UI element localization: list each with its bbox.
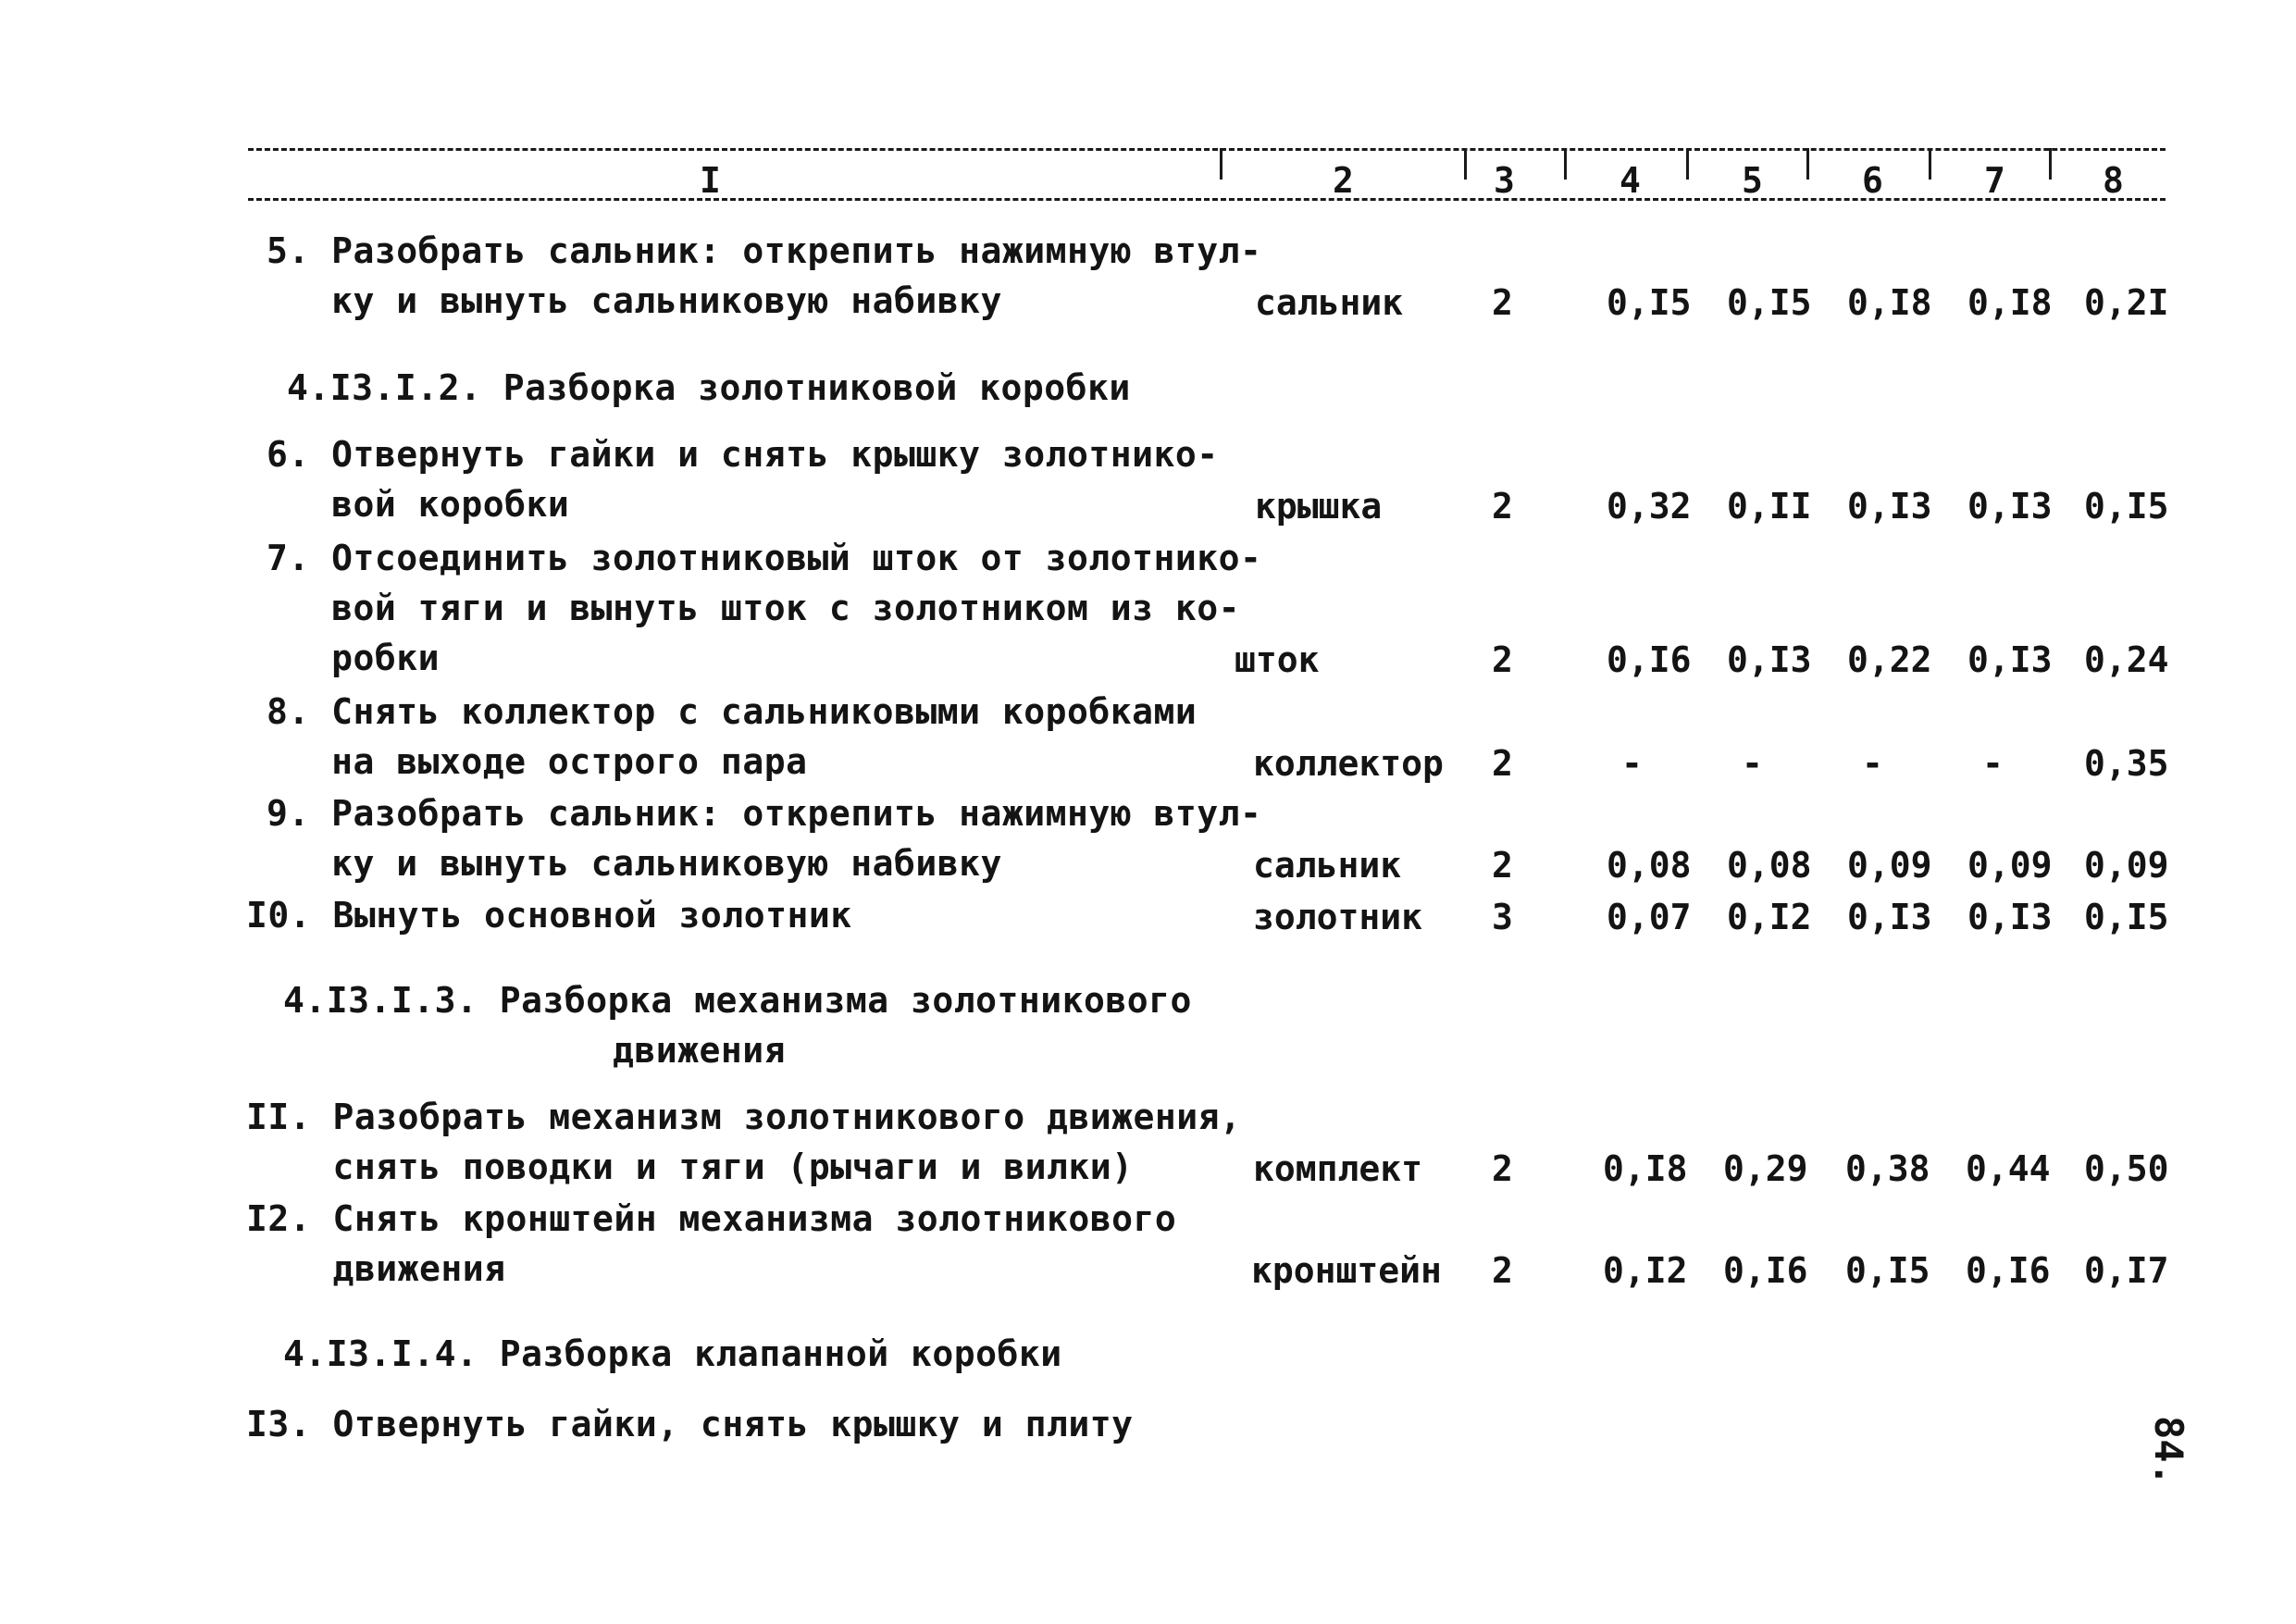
row-value: 0,I8 [1967,282,2053,323]
row-value: 0,II [1727,486,1812,527]
row-value: 0,08 [1727,845,1812,886]
row-value: 0,I3 [1967,897,2053,937]
column-header-8: 8 [2103,160,2124,201]
row-value: 0,I3 [1967,639,2053,680]
row-value: 0,I3 [1847,897,1932,937]
row-text: 7. Отсоединить золотниковый шток от золотнико- [267,538,1262,578]
column-separator [1686,148,1689,180]
section-heading: 4.I3.I.2. Разборка золотниковой коробки [287,367,1131,408]
row-unit: золотник [1253,897,1423,937]
row-value: 0,I3 [1847,486,1932,527]
row-text: ку и вынуть сальниковую набивку [267,280,1002,321]
column-header-4: 4 [1620,160,1641,201]
row-unit: комплект [1253,1148,1423,1189]
row-text: I3. Отвернуть гайки, снять крышку и плиту [246,1404,1134,1444]
row-count: 2 [1492,282,1513,323]
row-value: 0,I7 [2084,1250,2169,1291]
column-header-6: 6 [1862,160,1883,201]
row-value: 0,I8 [1603,1148,1688,1189]
row-value: 0,I6 [1607,639,1692,680]
row-text: на выходе острого пара [267,741,808,782]
section-heading-continued: движения [613,1030,787,1071]
row-value: 0,I6 [1723,1250,1808,1291]
header-top-rule [248,148,2166,151]
row-text: II. Разобрать механизм золотникового движения, [246,1097,1242,1137]
row-count: 2 [1492,743,1513,784]
row-value: 0,44 [1966,1148,2051,1189]
row-value: 0,32 [1607,486,1692,527]
row-text: I2. Снять кронштейн механизма золотникового [246,1198,1177,1239]
row-value: 0,I5 [2084,897,2169,937]
row-unit: крышка [1255,486,1383,527]
row-value: 0,38 [1845,1148,1930,1189]
row-value: 0,I2 [1727,897,1812,937]
row-value: 0,08 [1607,845,1692,886]
row-value: - [1982,743,2004,784]
row-value: 0,I3 [1727,639,1812,680]
row-value: 0,I2 [1603,1250,1688,1291]
column-separator [1929,148,1931,180]
row-value: 0,I5 [1607,282,1692,323]
row-text: вой коробки [267,484,570,525]
row-text: I0. Вынуть основной золотник [246,895,852,936]
column-header-5: 5 [1742,160,1763,201]
row-value: 0,09 [1847,845,1932,886]
column-header-2: 2 [1333,160,1354,201]
row-count: 2 [1492,1250,1513,1291]
row-unit: кронштейн [1251,1250,1442,1291]
row-value: 0,07 [1607,897,1692,937]
row-value: 0,24 [2084,639,2169,680]
row-value: 0,50 [2084,1148,2169,1189]
row-unit: сальник [1253,845,1402,886]
column-separator [1564,148,1567,180]
row-value: 0,I5 [1727,282,1812,323]
row-unit: шток [1235,639,1320,680]
column-separator [1464,148,1467,180]
row-text: 6. Отвернуть гайки и снять крышку золотнико- [267,434,1219,475]
row-text: вой тяги и вынуть шток с золотником из ко- [267,588,1241,628]
row-unit: коллектор [1253,743,1444,784]
row-count: 3 [1492,897,1513,937]
row-value: 0,29 [1723,1148,1808,1189]
row-value: 0,09 [1967,845,2053,886]
column-header-3: 3 [1494,160,1515,201]
row-value: - [1621,743,1643,784]
column-separator [1220,148,1222,180]
row-value: - [1862,743,1883,784]
row-value: 0,09 [2084,845,2169,886]
row-count: 2 [1492,639,1513,680]
row-text: снять поводки и тяги (рычаги и вилки) [246,1147,1134,1187]
row-value: 0,I8 [1847,282,1932,323]
row-value: 0,2I [2084,282,2169,323]
row-unit: сальник [1255,282,1404,323]
column-separator [2049,148,2052,180]
row-value: 0,I5 [2084,486,2169,527]
row-value: 0,I5 [1845,1250,1930,1291]
row-value: 0,I3 [1967,486,2053,527]
row-text: робки [267,638,441,678]
row-value: 0,I6 [1966,1250,2051,1291]
row-text: ку и вынуть сальниковую набивку [267,843,1002,884]
row-value: 0,22 [1847,639,1932,680]
row-value: 0,35 [2084,743,2169,784]
column-header-7: 7 [1984,160,2005,201]
row-value: - [1742,743,1763,784]
column-header-1: I [700,160,721,201]
row-count: 2 [1492,486,1513,527]
row-count: 2 [1492,845,1513,886]
row-text: движения [246,1248,506,1289]
row-text: 9. Разобрать сальник: открепить нажимную втул- [267,793,1262,834]
row-count: 2 [1492,1148,1513,1189]
column-separator [1806,148,1809,180]
row-text: 8. Снять коллектор с сальниковыми коробками [267,691,1198,732]
page-number: 84. [2146,1416,2191,1486]
section-heading: 4.I3.I.3. Разборка механизма золотникового [283,980,1192,1021]
row-text: 5. Разобрать сальник: открепить нажимную втул- [267,230,1262,271]
section-heading: 4.I3.I.4. Разборка клапанной коробки [283,1333,1062,1374]
